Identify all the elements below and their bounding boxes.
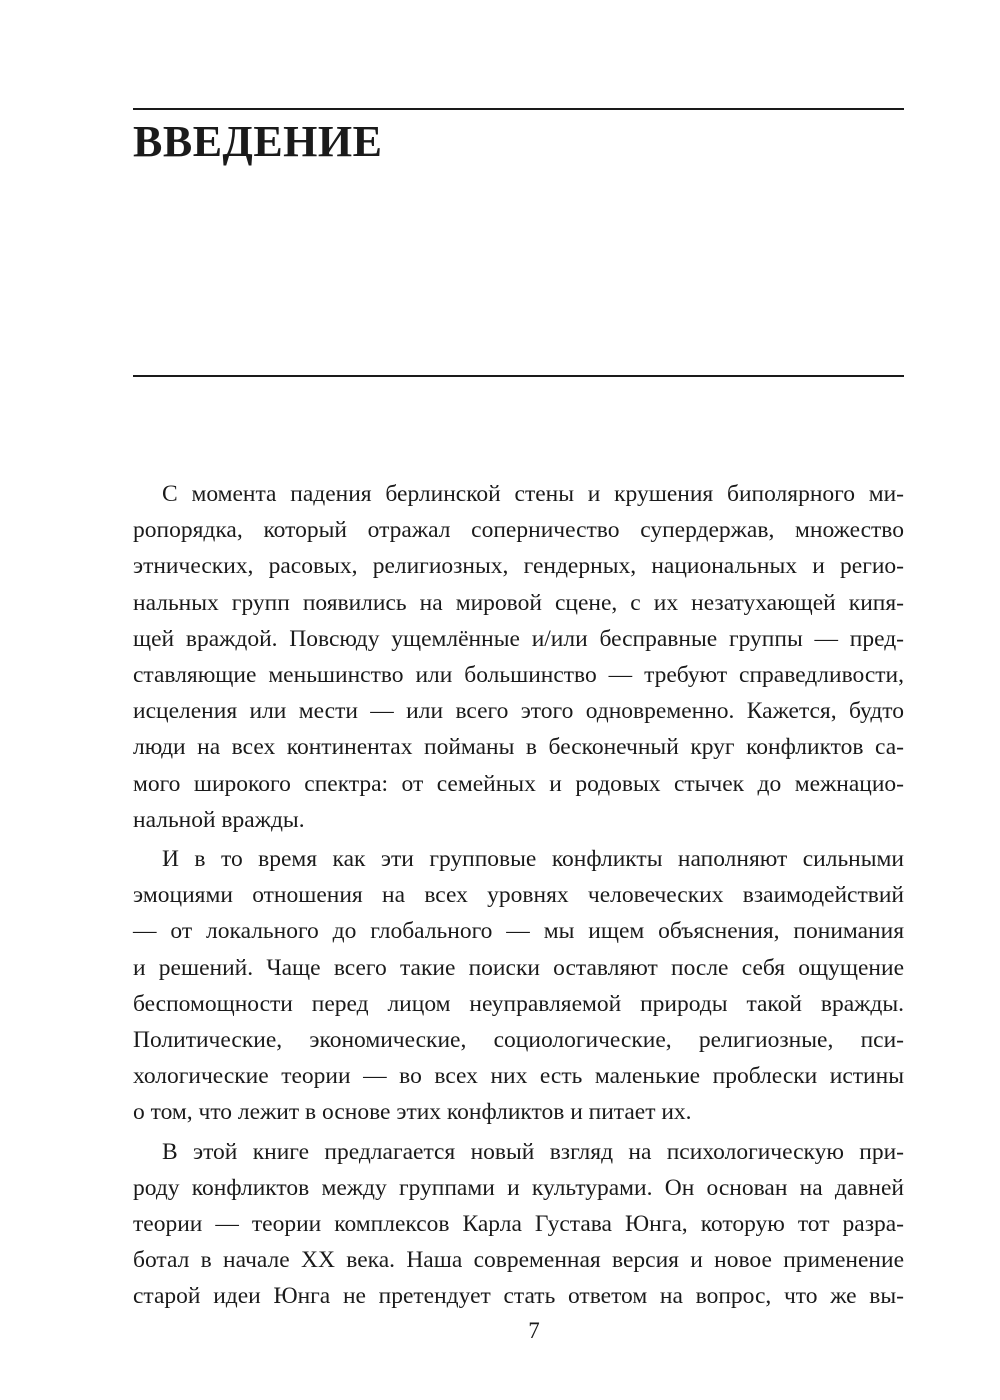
paragraph-1 — [133, 476, 904, 838]
text-line: — от локального до глобального — мы ищем объяснения, понимания — [133, 918, 904, 945]
text-line: В этой книге предлагается новый взгляд на психологическую при- — [162, 1138, 904, 1165]
body-text — [133, 476, 904, 1318]
text-line: С момента падения берлинской стены и крушения биполярного ми- — [162, 481, 904, 507]
text-line: мого широкого спектра: от семейных и родовых стычек до межнацио- — [133, 770, 904, 797]
text-line: нальной вражды. — [133, 806, 305, 833]
text-line: ботал в начале XX века. Наша современная версия и новое применение — [133, 1247, 904, 1274]
text-line: ставляющие меньшинство или большинство — требуют справедливости, — [133, 662, 904, 689]
text-line: о том, что лежит в основе этих конфликтов и питает их. — [133, 1099, 692, 1126]
text-line: старой идеи Юнга не претендует стать ответом на вопрос, что же вы- — [133, 1283, 904, 1310]
top-rule — [133, 108, 904, 110]
text-line: теории — теории комплексов Карла Густава Юнга, которую тот разра- — [133, 1211, 904, 1238]
page-number: 7 — [528, 1318, 540, 1343]
text-line: эмоциями отношения на всех уровнях человеческих взаимодействий — [133, 882, 904, 909]
text-line: этнических, расовых, религиозных, гендерных, национальных и регио- — [133, 553, 904, 580]
text-line: исцеления или мести — или всего этого одновременно. Кажется, будто — [133, 698, 904, 725]
paragraph-3 — [133, 1134, 904, 1315]
paragraph-2 — [133, 841, 904, 1131]
text-line: И в то время как эти групповые конфликты наполняют сильными — [162, 846, 904, 873]
text-line: беспомощности перед лицом неуправляемой природы такой вражды. — [133, 990, 904, 1017]
text-line: Политические, экономические, социологические, религиозные, пси- — [133, 1027, 904, 1054]
bottom-rule — [133, 375, 904, 377]
chapter-title: ВВЕДЕНИЕ — [133, 117, 383, 166]
text-line: и решений. Чаще всего такие поиски оставляют после себя ощущение — [133, 954, 904, 981]
text-line: щей враждой. Повсюду ущемлённые и/или бесправные группы — пред- — [133, 625, 904, 652]
text-line: хологические теории — во всех них есть маленькие проблески истины — [133, 1063, 904, 1090]
text-line: ропорядка, который отражал соперничество супердержав, множество — [133, 517, 904, 544]
text-line: люди на всех континентах пойманы в бесконечный круг конфликтов са- — [133, 734, 904, 761]
text-line: нальных групп появились на мировой сцене, с их незатухающей кипя- — [133, 589, 904, 616]
text-line: роду конфликтов между группами и культурами. Он основан на давней — [133, 1174, 904, 1201]
